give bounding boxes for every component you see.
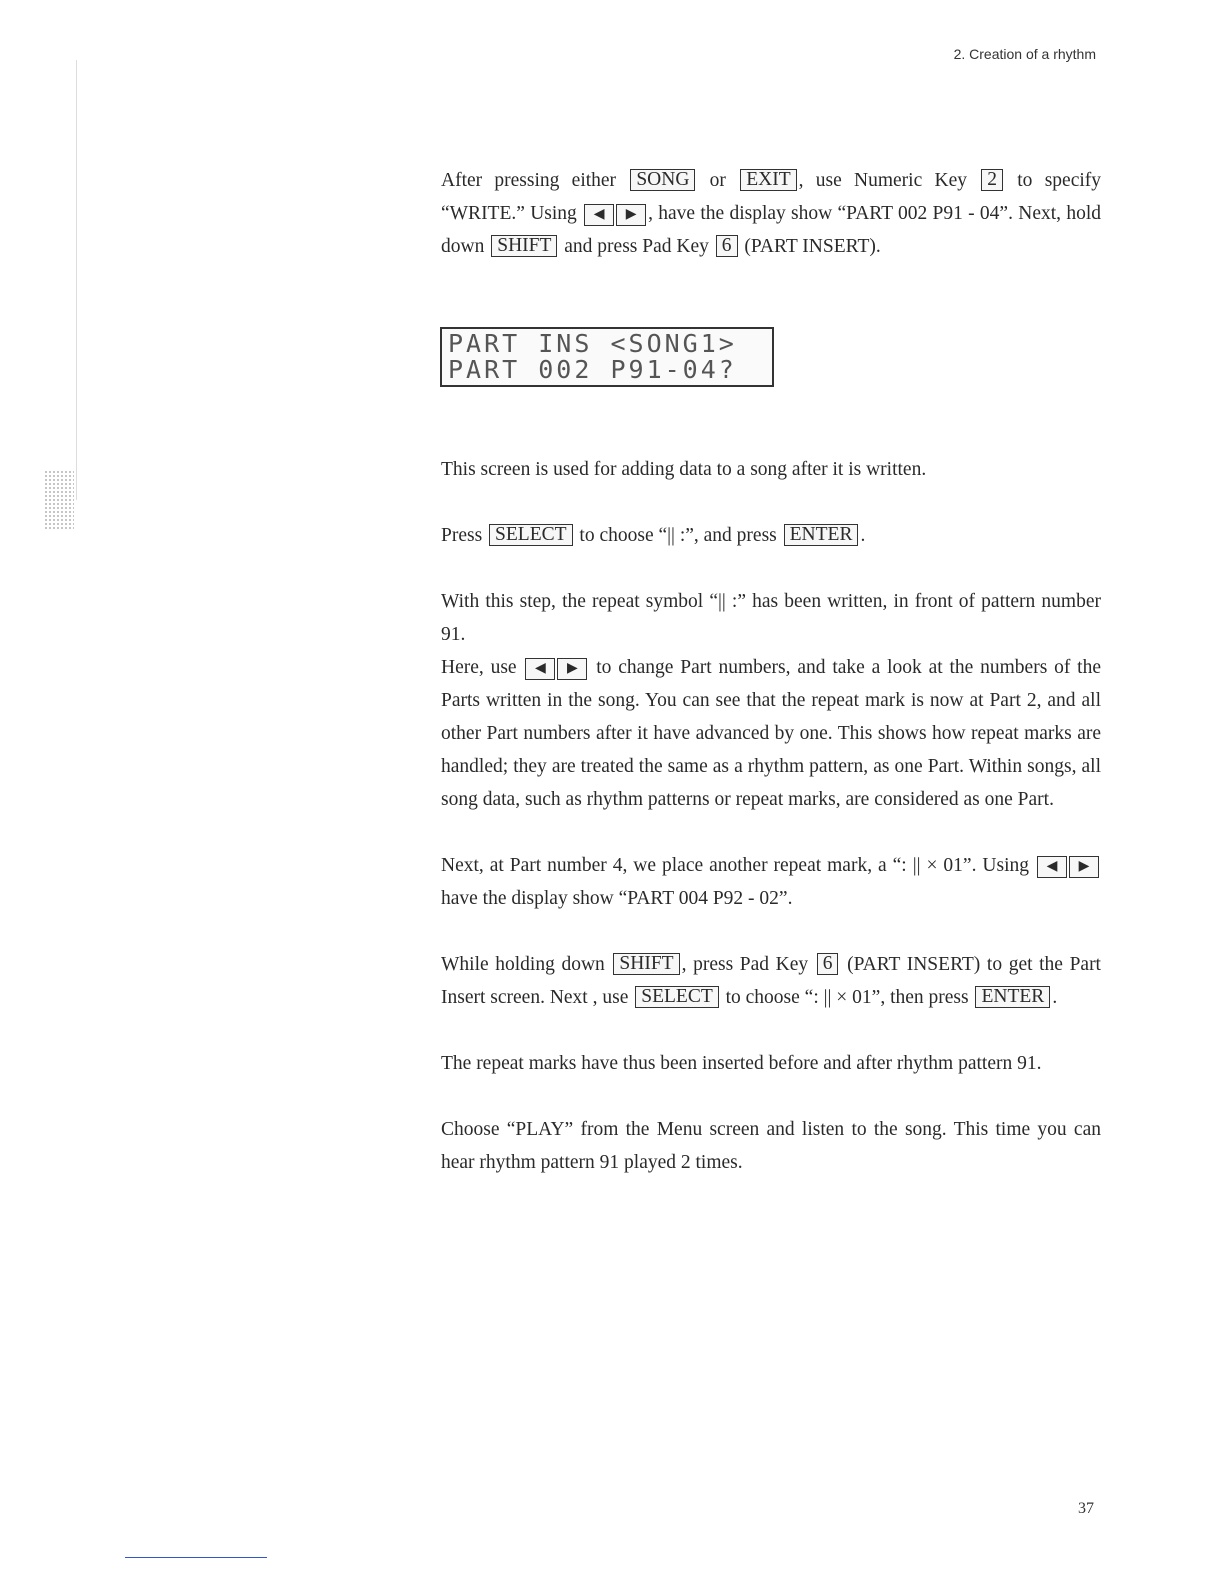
text-run: to choose “|| :”, and press bbox=[574, 525, 782, 546]
text-run: Press bbox=[441, 525, 488, 546]
text-run: (PART INSERT). bbox=[739, 236, 881, 257]
text-run: . bbox=[860, 525, 866, 546]
instruction-paragraph-1 bbox=[441, 164, 1101, 263]
text-run: to specify “WRITE.” Using bbox=[441, 170, 1102, 224]
left-arrow-key-icon: ◀ bbox=[525, 658, 555, 680]
text-run: Next, at Part number 4, we place another repeat mark, a “: || × 01”. Using bbox=[441, 855, 1035, 876]
exit-key: EXIT bbox=[740, 169, 796, 191]
scan-margin-specks bbox=[44, 470, 74, 530]
enter-key: ENTER bbox=[784, 524, 859, 546]
text-run: Here, use bbox=[441, 657, 524, 678]
right-arrow-key-icon: ▶ bbox=[1069, 856, 1099, 878]
right-arrow-key-icon: ▶ bbox=[557, 658, 587, 680]
right-arrow-key-icon: ▶ bbox=[616, 204, 646, 226]
text-run: or bbox=[697, 170, 739, 191]
instruction-paragraph-3 bbox=[441, 519, 1101, 552]
enter-key: ENTER bbox=[975, 986, 1050, 1008]
text-run: , press Pad Key bbox=[681, 954, 815, 975]
select-key: SELECT bbox=[635, 986, 719, 1008]
lcd-line-2: PART 002 P91-04? bbox=[448, 355, 737, 384]
text-run: After pressing either bbox=[441, 170, 629, 191]
text-run: While holding down bbox=[441, 954, 612, 975]
numeric-key-2: 2 bbox=[981, 169, 1003, 191]
text-run: have the display show “PART 004 P92 - 02”. bbox=[441, 888, 793, 909]
pad-key-6: 6 bbox=[716, 235, 738, 257]
text-run: , use Numeric Key bbox=[798, 170, 980, 191]
left-arrow-key-icon: ◀ bbox=[584, 204, 614, 226]
shift-key: SHIFT bbox=[613, 953, 679, 975]
body-paragraph-4: With this step, the repeat symbol “|| :” has been written, in front of pattern number 91. bbox=[441, 591, 1101, 645]
text-run: (PART INSERT) to get the Part Insert screen. Next , use bbox=[441, 954, 1101, 1008]
section-header: 2. Creation of a rhythm bbox=[953, 46, 1096, 62]
select-key: SELECT bbox=[489, 524, 573, 546]
shift-key: SHIFT bbox=[491, 235, 557, 257]
instruction-paragraph-7 bbox=[441, 948, 1101, 1014]
page-body bbox=[441, 164, 1101, 1179]
text-run: to change Part numbers, and take a look at the numbers of the Parts written in the song. You can see that the repeat mark is now at Part 2, and all other Part numbers after it have advanced by one. This shows how repeat marks are handled; they are treated the same as a rhythm pattern, as one Part. Within songs, all song data, such as rhythm patterns or repeat marks, are considered as one Part. bbox=[441, 657, 1101, 810]
lcd-display bbox=[440, 327, 774, 387]
page-number: 37 bbox=[1078, 1500, 1094, 1517]
body-paragraph-6 bbox=[441, 849, 1101, 915]
lcd-line-1: PART INS <SONG1> bbox=[448, 329, 737, 358]
song-key: SONG bbox=[630, 169, 695, 191]
body-paragraph-2: This screen is used for adding data to a song after it is written. bbox=[441, 459, 927, 480]
body-paragraph-9: Choose “PLAY” from the Menu screen and listen to the song. This time you can hear rhythm pattern 91 played 2 times. bbox=[441, 1119, 1101, 1173]
text-run: . bbox=[1052, 987, 1058, 1008]
footer-rule bbox=[125, 1557, 267, 1558]
text-run: and press Pad Key bbox=[559, 236, 714, 257]
left-arrow-key-icon: ◀ bbox=[1037, 856, 1067, 878]
scan-margin-line bbox=[76, 60, 77, 500]
pad-key-6: 6 bbox=[817, 953, 839, 975]
body-paragraph-8: The repeat marks have thus been inserted before and after rhythm pattern 91. bbox=[441, 1053, 1042, 1074]
text-run: to choose “: || × 01”, then press bbox=[720, 987, 974, 1008]
text-run: , have the display show “PART 002 P91 - 04”. Next, hold down bbox=[441, 203, 1101, 257]
body-paragraph-5 bbox=[441, 651, 1101, 816]
